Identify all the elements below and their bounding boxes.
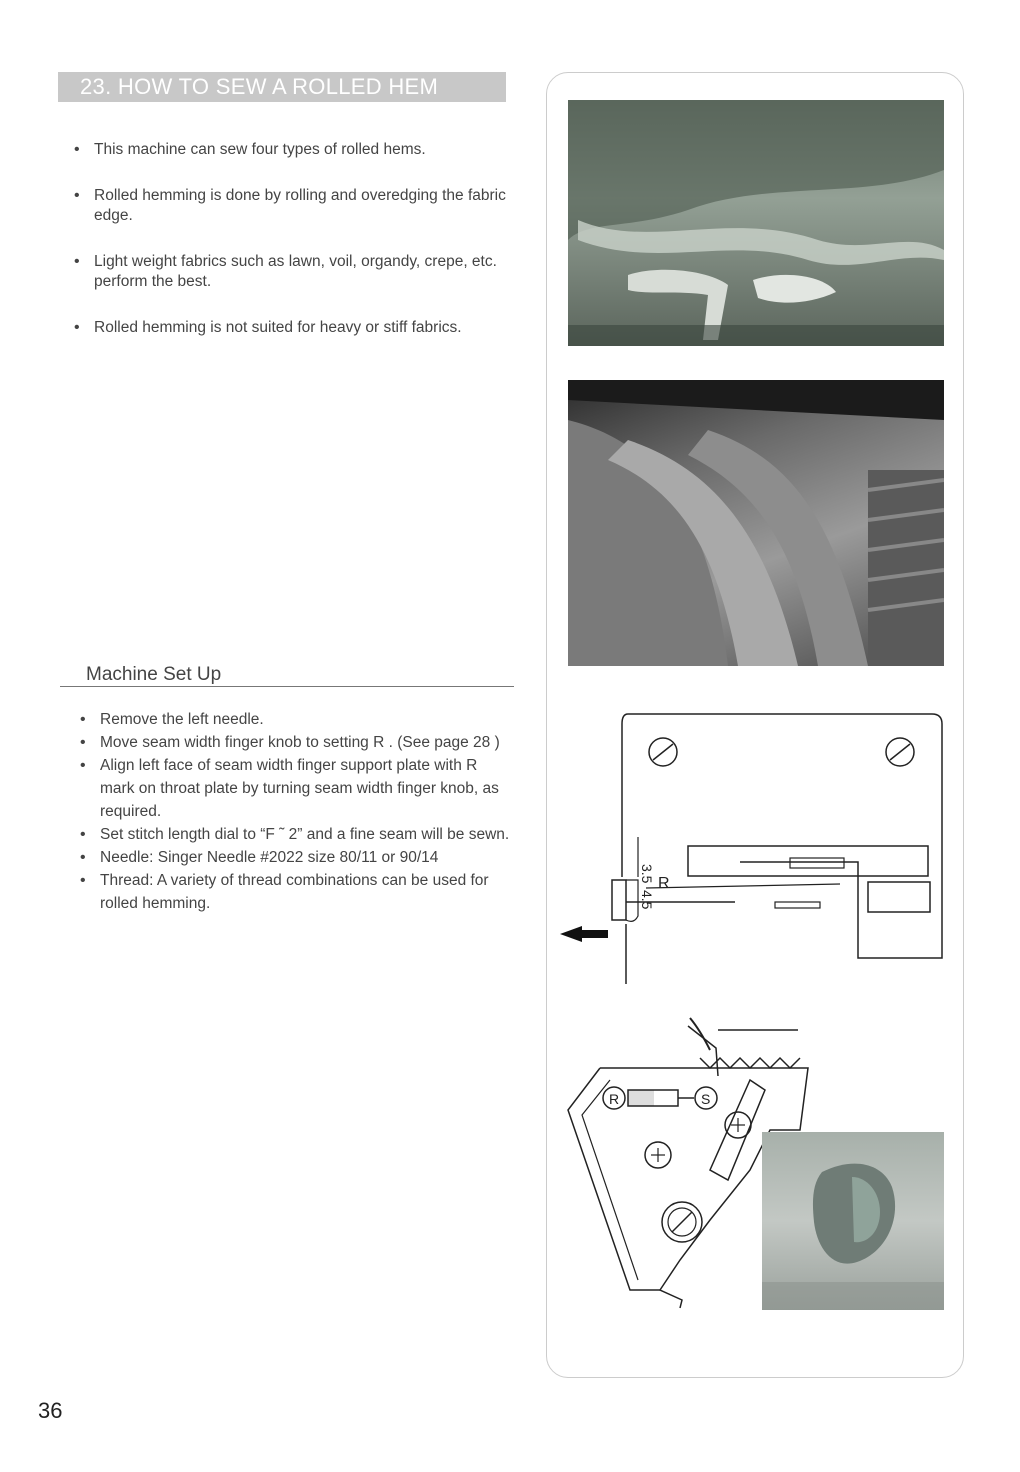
setup-heading xyxy=(60,660,514,687)
setting-3-5-label: 3.5 xyxy=(639,864,655,884)
intro-item: • Rolled hemming is done by rolling and overedging the fabric edge. xyxy=(72,186,512,226)
r-mark-label: R xyxy=(658,875,670,892)
section-title: 23. HOW TO SEW A ROLLED HEM xyxy=(80,74,439,99)
setup-list xyxy=(78,708,512,915)
fabric-fold-photo xyxy=(568,380,944,666)
arrow-left-icon xyxy=(560,926,608,942)
foot-s-label: S xyxy=(701,1091,711,1107)
foot-r-label: R xyxy=(609,1091,620,1107)
setup-item: • Needle: Singer Needle #2022 size 80/11 or 90/14 xyxy=(78,846,512,869)
setup-item: • Move seam width finger knob to setting R . (See page 28 ) xyxy=(78,731,512,754)
throat-plate-diagram xyxy=(560,712,950,984)
page-number: 36 xyxy=(38,1398,63,1423)
intro-item: • Light weight fabrics such as lawn, voil, organdy, crepe, etc. perform the best. xyxy=(72,252,512,292)
intro-item: • This machine can sew four types of rolled hems. xyxy=(72,140,512,160)
intro-item: • Rolled hemming is not suited for heavy or stiff fabrics. xyxy=(72,318,512,338)
setup-title: Machine Set Up xyxy=(86,664,222,685)
setup-item: • Align left face of seam width finger support plate with R mark on throat plate by turning seam width finger knob, as required. xyxy=(78,754,512,823)
finger-knob-photo xyxy=(762,1132,944,1310)
finger-knob-illustration xyxy=(762,1132,944,1310)
section-header xyxy=(58,72,506,102)
setup-item: • Thread: A variety of thread combinations can be used for rolled hemming. xyxy=(78,869,512,915)
setup-item: • Remove the left needle. xyxy=(78,708,512,731)
dress-hem-illustration xyxy=(568,100,944,346)
setting-4-5-label: 4.5 xyxy=(639,890,655,910)
dress-hem-photo xyxy=(568,100,944,346)
setup-item: • Set stitch length dial to “F ˜ 2” and a fine seam will be sewn. xyxy=(78,823,512,846)
fabric-fold-illustration xyxy=(568,380,944,666)
intro-list xyxy=(72,140,512,364)
